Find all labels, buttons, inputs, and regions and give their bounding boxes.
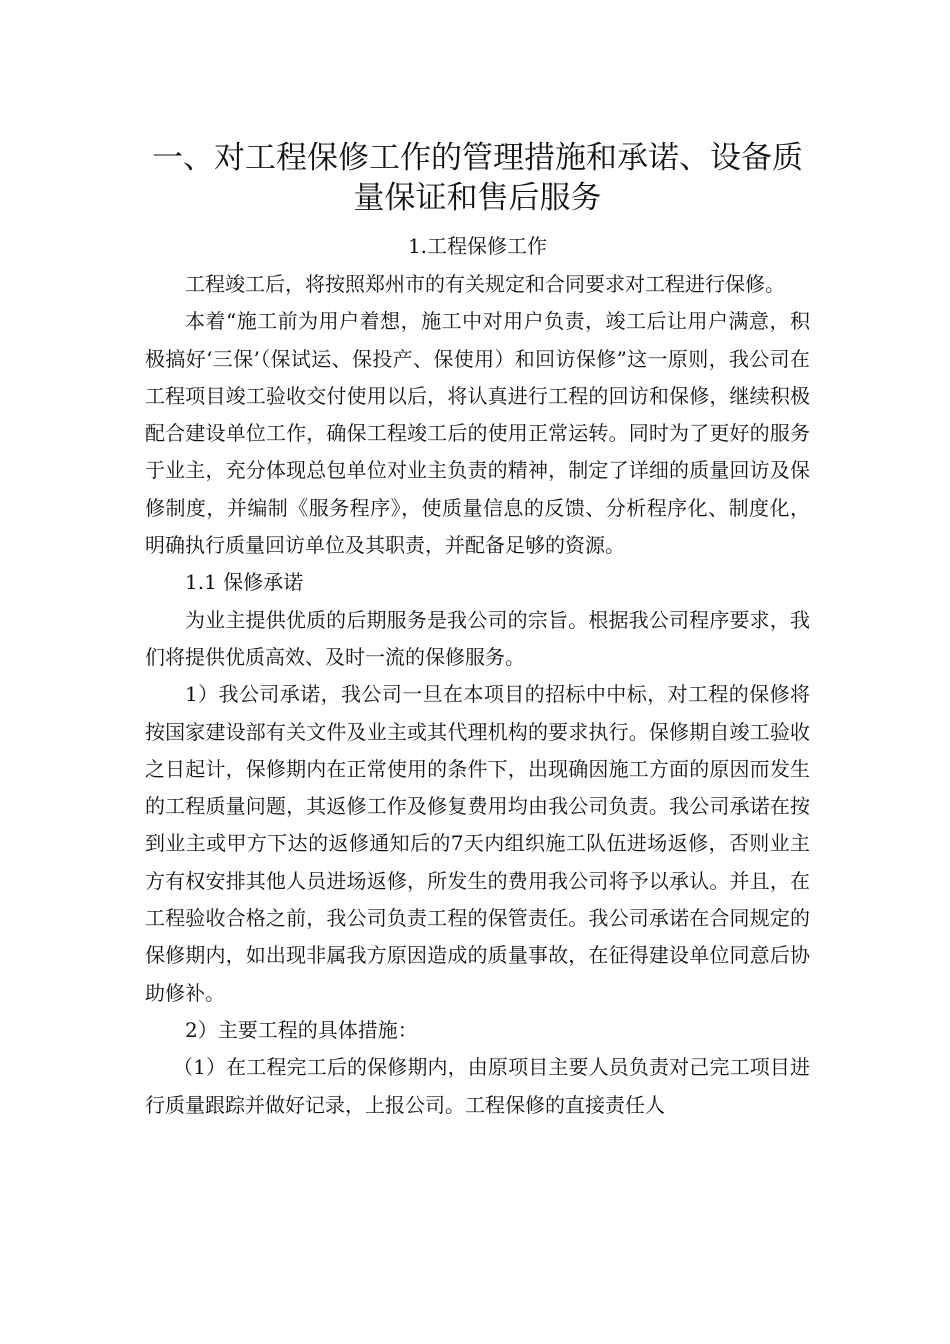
- paragraph-2: 本着“施工前为用户着想，施工中对用户负责，竣工后让用户满意，积极搞好‘三保’（保试运、保投产、保使用）和回访保修”这一原则，我公司在工程项目竣工验收交付使用以后，将认真进行工程的回访和保修，继续积极配合建设单位工作，确保工程竣工后的使用正常运转。同时为了更好的服务于业主，充分体现总包单位对业主负责的精神，制定了详细的质量回访及保修制度，并编制《服务程序》，使质量信息的反馈、分析程序化、制度化，明确执行质量回访单位及其职责，并配备足够的资源。: [145, 309, 810, 558]
- subsection-paragraph-3: 2）主要工程的具体措施：: [185, 1017, 418, 1042]
- document-page: [145, 138, 810, 1124]
- subsection-heading: 1.1 保修承诺: [185, 570, 304, 595]
- subsection-paragraph-1: 为业主提供优质的后期服务是我公司的宗旨。根据我公司程序要求，我们将提供优质高效、及时一流的保修服务。: [145, 607, 810, 669]
- subsection-paragraph-4: （1）在工程完工后的保修期内，由原项目主要人员负责对己完工项目进行质量跟踪并做好记录，上报公司。工程保修的直接责任人: [145, 1055, 810, 1117]
- paragraph-1: 工程竣工后，将按照郑州市的有关规定和合同要求对工程进行保修。: [185, 272, 785, 296]
- subsection-paragraph-2: 1）我公司承诺，我公司一旦在本项目的招标中中标，对工程的保修将按国家建设部有关文件及业主或其代理机构的要求执行。保修期自竣工验收之日起计，保修期内在正常使用的条件下，出现确因施工方面的原因而发生的工程质量问题，其返修工作及修复费用均由我公司负责。我公司承诺在按到业主或甲方下达的返修通知后的7天内组织施工队伍进场返修，否则业主方有权安排其他人员进场返修，所发生的费用我公司将予以承认。并且，在工程验收合格之前，我公司负责工程的保管责任。我公司承诺在合同规定的保修期内，如出现非属我方原因造成的质量事故，在征得建设单位同意后协助修补。: [145, 682, 810, 1005]
- document-title: 一、对工程保修工作的管理措施和承诺、设备质量保证和售后服务: [152, 140, 803, 216]
- section-heading: 1.工程保修工作: [407, 234, 548, 258]
